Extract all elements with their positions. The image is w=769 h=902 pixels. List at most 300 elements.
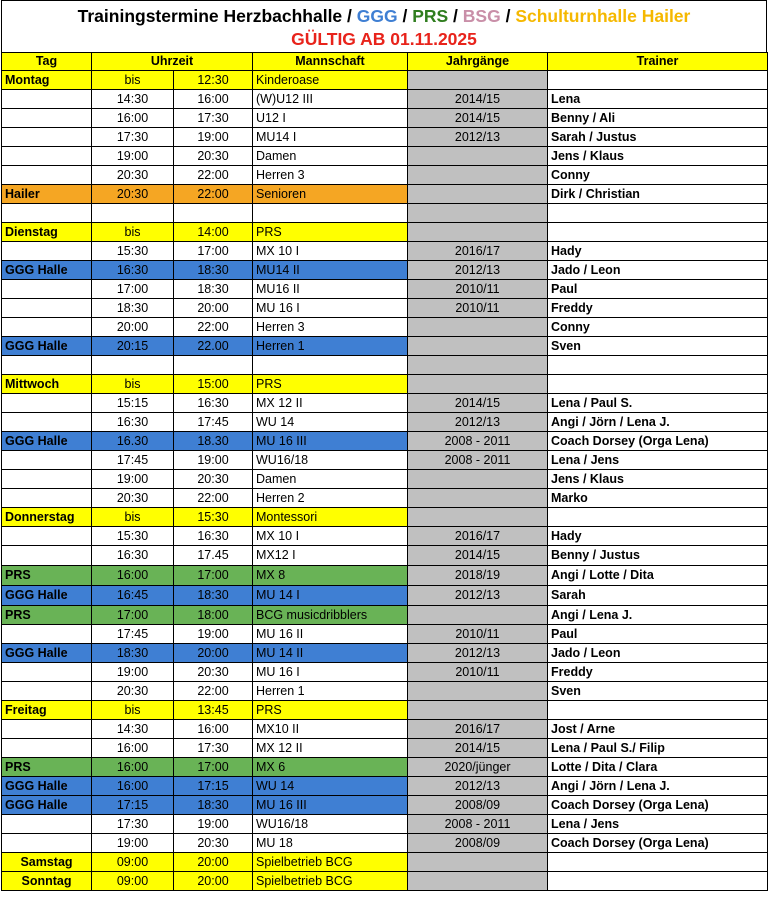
- cell-team: Damen: [253, 147, 408, 166]
- cell-time-to: 17:15: [174, 777, 253, 796]
- cell-time-from: 17:45: [92, 451, 174, 470]
- cell-time-to: 17:00: [174, 758, 253, 777]
- cell-time-from: 15:30: [92, 527, 174, 546]
- cell-jahrgaenge: 2014/15: [408, 109, 548, 128]
- cell-team: PRS: [253, 701, 408, 720]
- schedule-body: [2, 53, 768, 891]
- table-row: [2, 185, 768, 204]
- cell-jahrgaenge: 2012/13: [408, 413, 548, 432]
- table-row: [2, 701, 768, 720]
- table-row: [2, 527, 768, 546]
- cell-time-to: 18:30: [174, 280, 253, 299]
- table-row: [2, 432, 768, 451]
- cell-time-to: 17:30: [174, 739, 253, 758]
- table-row: [2, 375, 768, 394]
- cell-jahrgaenge: 2008/09: [408, 834, 548, 853]
- cell-tag: Freitag: [2, 701, 92, 720]
- cell-tag: GGG Halle: [2, 644, 92, 663]
- cell-team: PRS: [253, 223, 408, 242]
- cell-jahrgaenge: 2016/17: [408, 242, 548, 261]
- cell-trainer: Lena / Paul S./ Filip: [548, 739, 768, 758]
- cell-trainer: Coach Dorsey (Orga Lena): [548, 796, 768, 815]
- cell-team: WU16/18: [253, 815, 408, 834]
- table-row: [2, 147, 768, 166]
- cell-tag: [2, 204, 92, 223]
- cell-time-from: 16:30: [92, 546, 174, 566]
- table-row: [2, 508, 768, 527]
- cell-team: BCG musicdribblers: [253, 606, 408, 625]
- cell-trainer: Conny: [548, 318, 768, 337]
- table-row: [2, 853, 768, 872]
- cell-trainer: Lena / Jens: [548, 815, 768, 834]
- cell-team: MX 12 II: [253, 394, 408, 413]
- cell-tag: [2, 720, 92, 739]
- cell-trainer: Paul: [548, 625, 768, 644]
- cell-tag: GGG Halle: [2, 796, 92, 815]
- cell-tag: GGG Halle: [2, 337, 92, 356]
- cell-tag: PRS: [2, 606, 92, 625]
- cell-time-from: 19:00: [92, 834, 174, 853]
- table-row: [2, 71, 768, 90]
- cell-trainer: Dirk / Christian: [548, 185, 768, 204]
- cell-tag: Sonntag: [2, 872, 92, 891]
- cell-team: Damen: [253, 470, 408, 489]
- cell-time-to: 19:00: [174, 815, 253, 834]
- table-row: [2, 586, 768, 606]
- table-row: [2, 606, 768, 625]
- cell-tag: [2, 166, 92, 185]
- cell-team: MX10 II: [253, 720, 408, 739]
- cell-tag: [2, 489, 92, 508]
- cell-time-to: 18:30: [174, 796, 253, 815]
- title-prefix: Trainingstermine Herzbachhalle /: [77, 6, 357, 26]
- table-row: [2, 796, 768, 815]
- cell-trainer: Jado / Leon: [548, 261, 768, 280]
- cell-trainer: [548, 356, 768, 375]
- table-row: [2, 280, 768, 299]
- cell-time-to: 20:00: [174, 299, 253, 318]
- cell-team: U12 I: [253, 109, 408, 128]
- cell-time-from: 16:30: [92, 413, 174, 432]
- table-row: [2, 356, 768, 375]
- cell-team: Kinderoase: [253, 71, 408, 90]
- cell-team: MU14 I: [253, 128, 408, 147]
- cell-time-to: 18:30: [174, 261, 253, 280]
- cell-tag: [2, 663, 92, 682]
- cell-time-to: 17:30: [174, 109, 253, 128]
- table-row: [2, 682, 768, 701]
- cell-team: MU 14 I: [253, 586, 408, 606]
- table-row: [2, 261, 768, 280]
- schedule-sheet: [1, 0, 767, 891]
- cell-team: WU 14: [253, 413, 408, 432]
- cell-time-to: 20:00: [174, 644, 253, 663]
- cell-time-from: 16:00: [92, 109, 174, 128]
- cell-time-from: 16:00: [92, 777, 174, 796]
- cell-jahrgaenge: 2010/11: [408, 625, 548, 644]
- cell-trainer: Jost / Arne: [548, 720, 768, 739]
- cell-jahrgaenge: [408, 318, 548, 337]
- cell-time-to: 16:00: [174, 720, 253, 739]
- table-row: [2, 758, 768, 777]
- cell-trainer: Sarah: [548, 586, 768, 606]
- cell-time-to: 15:00: [174, 375, 253, 394]
- cell-trainer: Hady: [548, 527, 768, 546]
- cell-jahrgaenge: 2012/13: [408, 128, 548, 147]
- cell-team: MU 16 I: [253, 299, 408, 318]
- cell-trainer: [548, 223, 768, 242]
- cell-tag: [2, 109, 92, 128]
- cell-trainer: Hady: [548, 242, 768, 261]
- cell-time-from: bis: [92, 375, 174, 394]
- cell-trainer: Coach Dorsey (Orga Lena): [548, 834, 768, 853]
- cell-tag: Hailer: [2, 185, 92, 204]
- title-prs: PRS: [412, 6, 449, 26]
- cell-tag: GGG Halle: [2, 261, 92, 280]
- cell-team: MU 16 III: [253, 796, 408, 815]
- table-row: [2, 109, 768, 128]
- cell-time-from: 19:00: [92, 147, 174, 166]
- cell-jahrgaenge: 2014/15: [408, 546, 548, 566]
- cell-jahrgaenge: 2010/11: [408, 663, 548, 682]
- cell-time-from: 20:30: [92, 166, 174, 185]
- cell-trainer: Angi / Lena J.: [548, 606, 768, 625]
- cell-tag: [2, 356, 92, 375]
- cell-time-from: 17:45: [92, 625, 174, 644]
- cell-time-to: 19:00: [174, 128, 253, 147]
- cell-jahrgaenge: [408, 71, 548, 90]
- table-row: [2, 223, 768, 242]
- cell-time-from: 19:00: [92, 663, 174, 682]
- cell-trainer: [548, 71, 768, 90]
- cell-tag: [2, 451, 92, 470]
- table-row: [2, 625, 768, 644]
- cell-tag: [2, 318, 92, 337]
- cell-time-from: 09:00: [92, 872, 174, 891]
- cell-trainer: Jado / Leon: [548, 644, 768, 663]
- col-header-trainer: Trainer: [548, 53, 768, 71]
- cell-time-from: 16:30: [92, 261, 174, 280]
- cell-tag: [2, 90, 92, 109]
- cell-jahrgaenge: [408, 508, 548, 527]
- cell-team: MU 18: [253, 834, 408, 853]
- cell-time-to: [174, 204, 253, 223]
- cell-team: (W)U12 III: [253, 90, 408, 109]
- cell-time-to: 22:00: [174, 166, 253, 185]
- cell-time-from: bis: [92, 701, 174, 720]
- cell-time-from: 19:00: [92, 470, 174, 489]
- cell-time-from: 16:00: [92, 739, 174, 758]
- cell-jahrgaenge: 2008 - 2011: [408, 432, 548, 451]
- table-row: [2, 644, 768, 663]
- cell-tag: [2, 470, 92, 489]
- cell-time-from: 20:15: [92, 337, 174, 356]
- cell-time-from: [92, 356, 174, 375]
- cell-jahrgaenge: 2014/15: [408, 739, 548, 758]
- cell-team: Herren 2: [253, 489, 408, 508]
- table-row: [2, 90, 768, 109]
- cell-tag: [2, 815, 92, 834]
- cell-tag: [2, 394, 92, 413]
- table-row: [2, 204, 768, 223]
- cell-tag: PRS: [2, 566, 92, 586]
- cell-jahrgaenge: [408, 701, 548, 720]
- cell-time-to: 20:30: [174, 470, 253, 489]
- cell-team: Spielbetrieb BCG: [253, 872, 408, 891]
- col-header-tag: Tag: [2, 53, 92, 71]
- cell-tag: [2, 242, 92, 261]
- cell-team: Spielbetrieb BCG: [253, 853, 408, 872]
- table-row: [2, 546, 768, 566]
- title-ggg: GGG: [356, 6, 398, 26]
- cell-jahrgaenge: [408, 489, 548, 508]
- cell-trainer: Sarah / Justus: [548, 128, 768, 147]
- cell-time-from: 16:00: [92, 758, 174, 777]
- cell-team: MU16 II: [253, 280, 408, 299]
- cell-jahrgaenge: [408, 470, 548, 489]
- cell-time-from: 17:30: [92, 815, 174, 834]
- cell-trainer: Angi / Jörn / Lena J.: [548, 777, 768, 796]
- cell-tag: Montag: [2, 71, 92, 90]
- cell-trainer: Angi / Lotte / Dita: [548, 566, 768, 586]
- cell-team: Herren 3: [253, 318, 408, 337]
- table-row: [2, 777, 768, 796]
- valid-from: GÜLTIG AB 01.11.2025: [291, 29, 477, 49]
- cell-tag: [2, 682, 92, 701]
- cell-time-to: 20:00: [174, 872, 253, 891]
- cell-tag: Donnerstag: [2, 508, 92, 527]
- cell-jahrgaenge: [408, 356, 548, 375]
- schedule-table: [1, 52, 768, 891]
- title-box: [1, 0, 767, 52]
- cell-tag: GGG Halle: [2, 777, 92, 796]
- table-row: [2, 242, 768, 261]
- cell-trainer: [548, 701, 768, 720]
- header-row: [2, 53, 768, 71]
- cell-team: [253, 204, 408, 223]
- cell-tag: [2, 128, 92, 147]
- cell-tag: GGG Halle: [2, 586, 92, 606]
- cell-trainer: Marko: [548, 489, 768, 508]
- cell-time-to: 17:45: [174, 413, 253, 432]
- cell-tag: [2, 625, 92, 644]
- cell-time-to: 18.30: [174, 432, 253, 451]
- cell-team: MU 16 III: [253, 432, 408, 451]
- cell-trainer: [548, 204, 768, 223]
- table-row: [2, 413, 768, 432]
- cell-time-from: 17:30: [92, 128, 174, 147]
- cell-jahrgaenge: [408, 185, 548, 204]
- cell-time-to: 17:00: [174, 566, 253, 586]
- cell-jahrgaenge: 2008 - 2011: [408, 815, 548, 834]
- cell-team: MU14 II: [253, 261, 408, 280]
- table-row: [2, 872, 768, 891]
- table-row: [2, 815, 768, 834]
- cell-tag: Samstag: [2, 853, 92, 872]
- cell-time-from: 17:00: [92, 280, 174, 299]
- cell-time-from: 16:00: [92, 566, 174, 586]
- cell-trainer: Sven: [548, 337, 768, 356]
- cell-time-from: [92, 204, 174, 223]
- cell-trainer: Freddy: [548, 299, 768, 318]
- cell-jahrgaenge: [408, 682, 548, 701]
- cell-trainer: [548, 853, 768, 872]
- cell-time-to: 20:00: [174, 853, 253, 872]
- cell-trainer: [548, 872, 768, 891]
- cell-trainer: Lena / Jens: [548, 451, 768, 470]
- cell-time-from: 18:30: [92, 644, 174, 663]
- cell-trainer: Jens / Klaus: [548, 470, 768, 489]
- cell-tag: [2, 834, 92, 853]
- cell-team: MU 16 I: [253, 663, 408, 682]
- cell-trainer: [548, 508, 768, 527]
- cell-tag: [2, 280, 92, 299]
- cell-time-from: 18:30: [92, 299, 174, 318]
- cell-tag: [2, 147, 92, 166]
- cell-team: Herren 1: [253, 682, 408, 701]
- cell-jahrgaenge: [408, 375, 548, 394]
- table-row: [2, 337, 768, 356]
- cell-jahrgaenge: [408, 872, 548, 891]
- cell-jahrgaenge: [408, 204, 548, 223]
- table-row: [2, 720, 768, 739]
- cell-jahrgaenge: 2016/17: [408, 527, 548, 546]
- cell-team: Senioren: [253, 185, 408, 204]
- cell-trainer: Benny / Ali: [548, 109, 768, 128]
- cell-time-from: 20:00: [92, 318, 174, 337]
- cell-trainer: Lotte / Dita / Clara: [548, 758, 768, 777]
- cell-time-to: 22:00: [174, 318, 253, 337]
- table-row: [2, 834, 768, 853]
- cell-jahrgaenge: [408, 337, 548, 356]
- cell-time-to: [174, 356, 253, 375]
- title-sep: /: [397, 6, 413, 26]
- table-row: [2, 489, 768, 508]
- table-row: [2, 566, 768, 586]
- cell-time-from: 09:00: [92, 853, 174, 872]
- table-row: [2, 166, 768, 185]
- page-title: [2, 1, 766, 28]
- cell-time-to: 19:00: [174, 625, 253, 644]
- table-row: [2, 739, 768, 758]
- cell-team: MX 12 II: [253, 739, 408, 758]
- cell-tag: [2, 546, 92, 566]
- cell-time-from: 15:30: [92, 242, 174, 261]
- cell-tag: Mittwoch: [2, 375, 92, 394]
- cell-time-from: bis: [92, 223, 174, 242]
- cell-team: [253, 356, 408, 375]
- cell-tag: PRS: [2, 758, 92, 777]
- cell-team: MU 16 II: [253, 625, 408, 644]
- cell-time-to: 16:00: [174, 90, 253, 109]
- cell-trainer: Coach Dorsey (Orga Lena): [548, 432, 768, 451]
- table-row: [2, 394, 768, 413]
- cell-jahrgaenge: [408, 147, 548, 166]
- cell-time-from: 20:30: [92, 489, 174, 508]
- table-row: [2, 299, 768, 318]
- cell-trainer: Jens / Klaus: [548, 147, 768, 166]
- col-header-mannschaft: Mannschaft: [253, 53, 408, 71]
- cell-jahrgaenge: [408, 166, 548, 185]
- cell-team: Montessori: [253, 508, 408, 527]
- cell-trainer: [548, 375, 768, 394]
- cell-time-to: 18:30: [174, 586, 253, 606]
- cell-jahrgaenge: 2012/13: [408, 644, 548, 663]
- cell-jahrgaenge: 2008/09: [408, 796, 548, 815]
- title-sep: /: [500, 6, 516, 26]
- cell-team: PRS: [253, 375, 408, 394]
- cell-jahrgaenge: 2014/15: [408, 90, 548, 109]
- cell-time-from: 20:30: [92, 185, 174, 204]
- cell-trainer: Freddy: [548, 663, 768, 682]
- cell-trainer: Sven: [548, 682, 768, 701]
- cell-tag: Dienstag: [2, 223, 92, 242]
- cell-jahrgaenge: 2014/15: [408, 394, 548, 413]
- cell-team: MX 6: [253, 758, 408, 777]
- cell-tag: [2, 527, 92, 546]
- col-header-jahrgaenge: Jahrgänge: [408, 53, 548, 71]
- table-row: [2, 470, 768, 489]
- cell-jahrgaenge: 2020/jünger: [408, 758, 548, 777]
- cell-team: MX 10 I: [253, 242, 408, 261]
- cell-trainer: Paul: [548, 280, 768, 299]
- cell-tag: [2, 413, 92, 432]
- cell-team: MX 10 I: [253, 527, 408, 546]
- cell-time-from: 20:30: [92, 682, 174, 701]
- table-row: [2, 318, 768, 337]
- cell-time-to: 22:00: [174, 489, 253, 508]
- cell-jahrgaenge: [408, 853, 548, 872]
- cell-time-from: 17:00: [92, 606, 174, 625]
- cell-time-to: 18:00: [174, 606, 253, 625]
- cell-jahrgaenge: 2010/11: [408, 280, 548, 299]
- cell-jahrgaenge: 2010/11: [408, 299, 548, 318]
- title-hailer: Schulturnhalle Hailer: [515, 6, 691, 26]
- cell-jahrgaenge: [408, 606, 548, 625]
- cell-time-to: 20:30: [174, 834, 253, 853]
- cell-team: Herren 1: [253, 337, 408, 356]
- cell-time-to: 15:30: [174, 508, 253, 527]
- cell-team: MX12 I: [253, 546, 408, 566]
- col-header-uhrzeit: Uhrzeit: [92, 53, 253, 71]
- cell-team: WU16/18: [253, 451, 408, 470]
- cell-time-to: 13:45: [174, 701, 253, 720]
- cell-team: MX 8: [253, 566, 408, 586]
- cell-time-to: 22.00: [174, 337, 253, 356]
- cell-time-from: 15:15: [92, 394, 174, 413]
- cell-trainer: Benny / Justus: [548, 546, 768, 566]
- cell-tag: GGG Halle: [2, 432, 92, 451]
- cell-time-to: 16:30: [174, 527, 253, 546]
- cell-trainer: Lena: [548, 90, 768, 109]
- cell-jahrgaenge: 2018/19: [408, 566, 548, 586]
- title-bsg: BSG: [462, 6, 501, 26]
- cell-time-to: 22:00: [174, 185, 253, 204]
- cell-time-from: 17:15: [92, 796, 174, 815]
- cell-time-from: bis: [92, 508, 174, 527]
- cell-time-from: 14:30: [92, 90, 174, 109]
- cell-time-to: 22:00: [174, 682, 253, 701]
- table-row: [2, 128, 768, 147]
- cell-tag: [2, 739, 92, 758]
- cell-time-to: 17.45: [174, 546, 253, 566]
- cell-jahrgaenge: 2008 - 2011: [408, 451, 548, 470]
- cell-time-from: 16:45: [92, 586, 174, 606]
- cell-time-to: 20:30: [174, 663, 253, 682]
- cell-team: WU 14: [253, 777, 408, 796]
- cell-time-to: 14:00: [174, 223, 253, 242]
- cell-time-from: 16.30: [92, 432, 174, 451]
